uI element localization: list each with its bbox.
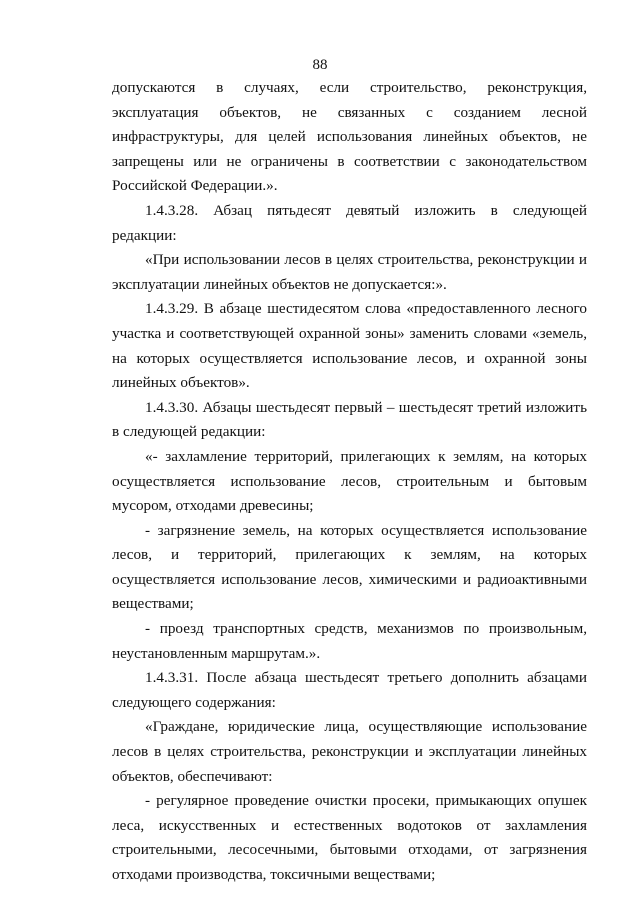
paragraph-1-4-3-29: 1.4.3.29. В абзаце шестидесятом слова «предоставленного лесного участка и соответствующей охранной зоны» заменить словами «земель, на которых осуществляется использование лесов, и охранной зоны линейных объектов». bbox=[112, 300, 587, 392]
paragraph-list-item-cleaning: - регулярное проведение очистки просеки, примыкающих опушек леса, искусственных и естественных водотоков от захламления строительными, лесосечными, бытовыми отходами, от загрязнения отходами производства, токсичными веществами; bbox=[112, 792, 587, 883]
paragraph-list-item-littering: «- захламление территорий, прилегающих к землям, на которых осуществляется использование лесов, строительным и бытовым мусором, отходами древесины; bbox=[112, 447, 587, 515]
paragraph-continuation: допускаются в случаях, если строительство, реконструкция, эксплуатация объектов, не связанных с созданием лесной инфраструктуры, для целей использования линейных объектов, не запрещены или не ограничены в соответствии с законодательством Российской Федерации.». bbox=[112, 79, 587, 195]
paragraph-1-4-3-31: 1.4.3.31. После абзаца шестьдесят третьего дополнить абзацами следующего содержания: bbox=[112, 669, 587, 711]
paragraph-list-item-pollution: - загрязнение земель, на которых осуществляется использование лесов, и территорий, прилегающих к землям, на которых осуществляется использование лесов, химическими и радиоактивными веществами; bbox=[112, 521, 587, 613]
page-number: 88 bbox=[312, 57, 328, 73]
paragraph-quote-not-allowed: «При использовании лесов в целях строительства, реконструкции и эксплуатации линейных объектов не допускается:». bbox=[112, 251, 587, 293]
paragraph-1-4-3-28: 1.4.3.28. Абзац пятьдесят девятый изложить в следующей редакции: bbox=[112, 201, 587, 244]
document-body bbox=[112, 76, 587, 888]
paragraph-list-item-vehicles: - проезд транспортных средств, механизмов по произвольным, неустановленным маршрутам.». bbox=[112, 620, 587, 662]
paragraph-quote-citizens: «Граждане, юридические лица, осуществляющие использование лесов в целях строительства, реконструкции и эксплуатации линейных объектов, обеспечивают: bbox=[112, 718, 587, 785]
paragraph-1-4-3-30: 1.4.3.30. Абзацы шестьдесят первый – шестьдесят третий изложить в следующей редакции: bbox=[112, 398, 587, 441]
